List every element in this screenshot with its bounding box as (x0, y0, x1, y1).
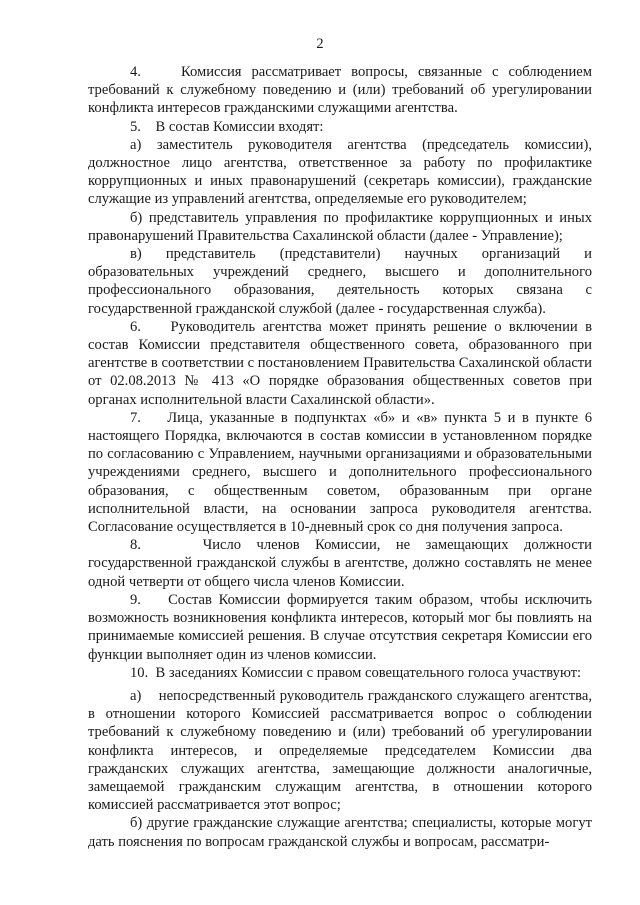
paragraph-9: 9. Состав Комиссии формируется таким образом, чтобы исключить возможность возникновения конфликта интересов, который мог бы повлиять на принимаемые комиссией решения. В случае отсутствия секретаря Комиссии его функции выполняет один из членов комиссии. (88, 591, 592, 663)
paragraph-5v: в) представитель (представители) научных организаций и образовательных учреждений среднего, высшего и дополнительного профессионального образования, деятельность которых связана с государственной гражданской службой (далее - государственная служба). (88, 246, 592, 317)
paragraph-5b: б) представитель управления по профилактике коррупционных и иных правонарушений Правительства Сахалинской области (далее - Управление); (88, 209, 592, 244)
paragraph-10b: б) другие гражданские служащие агентства; специалисты, которые могут дать пояснения по вопросам гражданской службы и вопросам, рассматри- (88, 815, 592, 850)
paragraph-4: 4. Комиссия рассматривает вопросы, связанные с соблюдением требований к служебному поведению и (или) требований об урегулировании конфликта интересов гражданскими служащими агентства. (88, 64, 592, 117)
paragraph-5: 5. В состав Комиссии входят: (130, 118, 324, 135)
paragraph-5a: а) заместитель руководителя агентства (председатель комиссии), должностное лицо агентства, ответственное за работу по профилактике коррупционных и иных правонарушений (секретарь комиссии), гражданские служащие из управлений агентства, определяемые его руководителем; (88, 136, 592, 208)
paragraph-10a: а) непосредственный руководитель гражданского служащего агентства, в отношении которого Комиссией рассматривается вопрос о соблюдении требований к служебному поведению и (или) требований об урегулировании конфликта интересов, и определяемые председателем Комиссии два гражданских служащих агентства, замещающие должности аналогичные, замещаемой гражданским служащим агентства, в отношении которого комиссией рассматривается этот вопрос; (88, 687, 592, 814)
page-number: 2 (316, 36, 324, 52)
paragraph-6: 6. Руководитель агентства может принять решение о включении в состав Комиссии представителя общественного совета, образованного при агентстве в соответствии с постановлением Правительства Сахалинской области от 02.08.2013 № 413 «О порядке образования общественных советов при органах исполнительной власти Сахалинской области». (88, 318, 592, 408)
paragraph-10: 10. В заседаниях Комиссии с правом совещательного голоса участвуют: (130, 664, 582, 681)
document-body (88, 63, 592, 851)
paragraph-8: 8. Число членов Комиссии, не замещающих должности государственной гражданской службы в агентстве, должно составлять не менее одной четверти от общего числа членов Комиссии. (88, 537, 592, 590)
paragraph-7: 7. Лица, указанные в подпунктах «б» и «в» пункта 5 и в пункте 6 настоящего Порядка, включаются в состав комиссии в установленном порядке по согласованию с Управлением, научными организациями и образовательными учреждениями среднего, высшего и дополнительного профессионального образования, с общественным советом, образованным при органе исполнительной власти, на основании запроса руководителя агентства. Согласование осуществляется в 10-дневный срок со дня получения запроса. (88, 409, 592, 536)
